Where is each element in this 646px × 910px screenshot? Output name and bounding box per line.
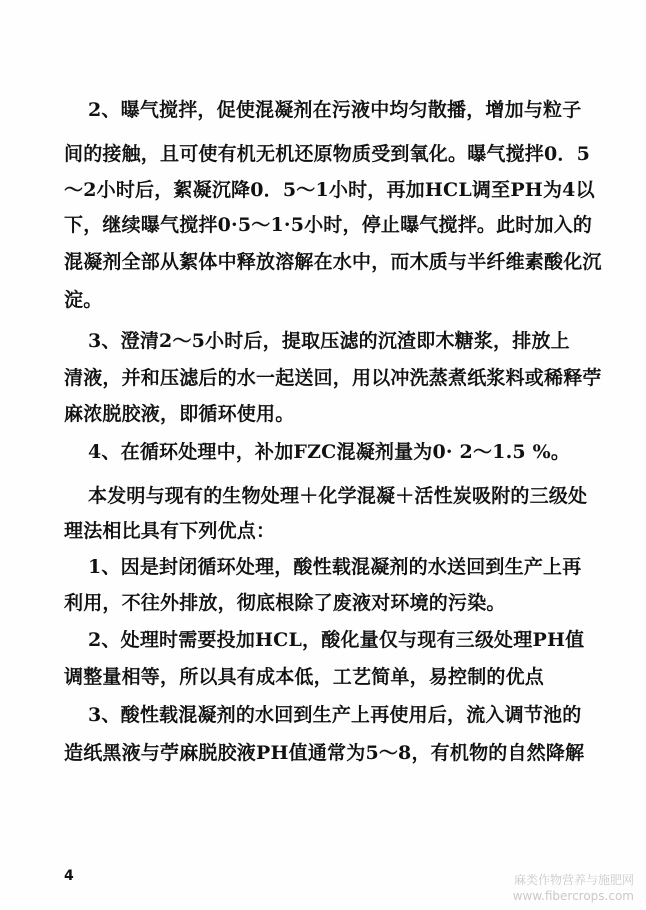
- watermark: [513, 872, 634, 904]
- paragraph-line: 麻浓脱胶液，即循环使用。: [64, 403, 295, 425]
- paragraph-line: 利用，不往外排放，彻底根除了废液对环境的污染。: [64, 592, 506, 614]
- page-number: 4: [64, 868, 74, 884]
- paragraph-line: 本发明与现有的生物处理＋化学混凝＋活性炭吸附的三级处: [88, 485, 588, 507]
- paragraph-line: 2、处理时需要投加HCL，酸化量仅与现有三级处理PH值: [88, 629, 585, 651]
- paragraph-line: 混凝剂全部从絮体中释放溶解在水中，而木质与半纤维素酸化沉: [64, 251, 602, 273]
- paragraph-line: 3、澄清2～5小时后，提取压滤的沉渣即木糖浆，排放上: [88, 330, 570, 352]
- paragraph-line: 1、因是封闭循环处理，酸性载混凝剂的水送回到生产上再: [88, 556, 582, 578]
- paragraph-line: 3、酸性载混凝剂的水回到生产上再使用后，流入调节池的: [88, 704, 582, 726]
- paragraph-line: 4、在循环处理中，补加FZC混凝剂量为0· 2～1.5 %。: [88, 441, 571, 463]
- watermark-url: www.fibercrops.com: [512, 889, 634, 903]
- paragraph-line: 清液，并和压滤后的水一起送回，用以冲洗蒸煮纸浆料或稀释苧: [64, 367, 602, 389]
- paragraph-line: 间的接触，且可使有机无机还原物质受到氧化。曝气搅拌0．5: [64, 143, 591, 165]
- paragraph-line: 调整量相等，所以具有成本低，工艺简单，易控制的优点: [64, 666, 545, 688]
- paragraph-line: ～2小时后，絮凝沉降0．5～1小时，再加HCL调至PH为4以: [64, 179, 595, 201]
- paragraph-line: 淀。: [64, 289, 103, 311]
- paragraph-line: 2、曝气搅拌，促使混凝剂在污液中均匀散播，增加与粒子: [88, 99, 582, 121]
- paragraph-line: 下，继续曝气搅拌0·5～1·5小时，停止曝气搅拌。此时加入的: [64, 214, 593, 236]
- watermark-title: 麻类作物营养与施肥网: [513, 873, 634, 887]
- paragraph-line: 造纸黑液与苧麻脱胶液PH值通常为5～8，有机物的自然降解: [64, 742, 585, 764]
- paragraph-line: 理法相比具有下列优点：: [64, 520, 276, 542]
